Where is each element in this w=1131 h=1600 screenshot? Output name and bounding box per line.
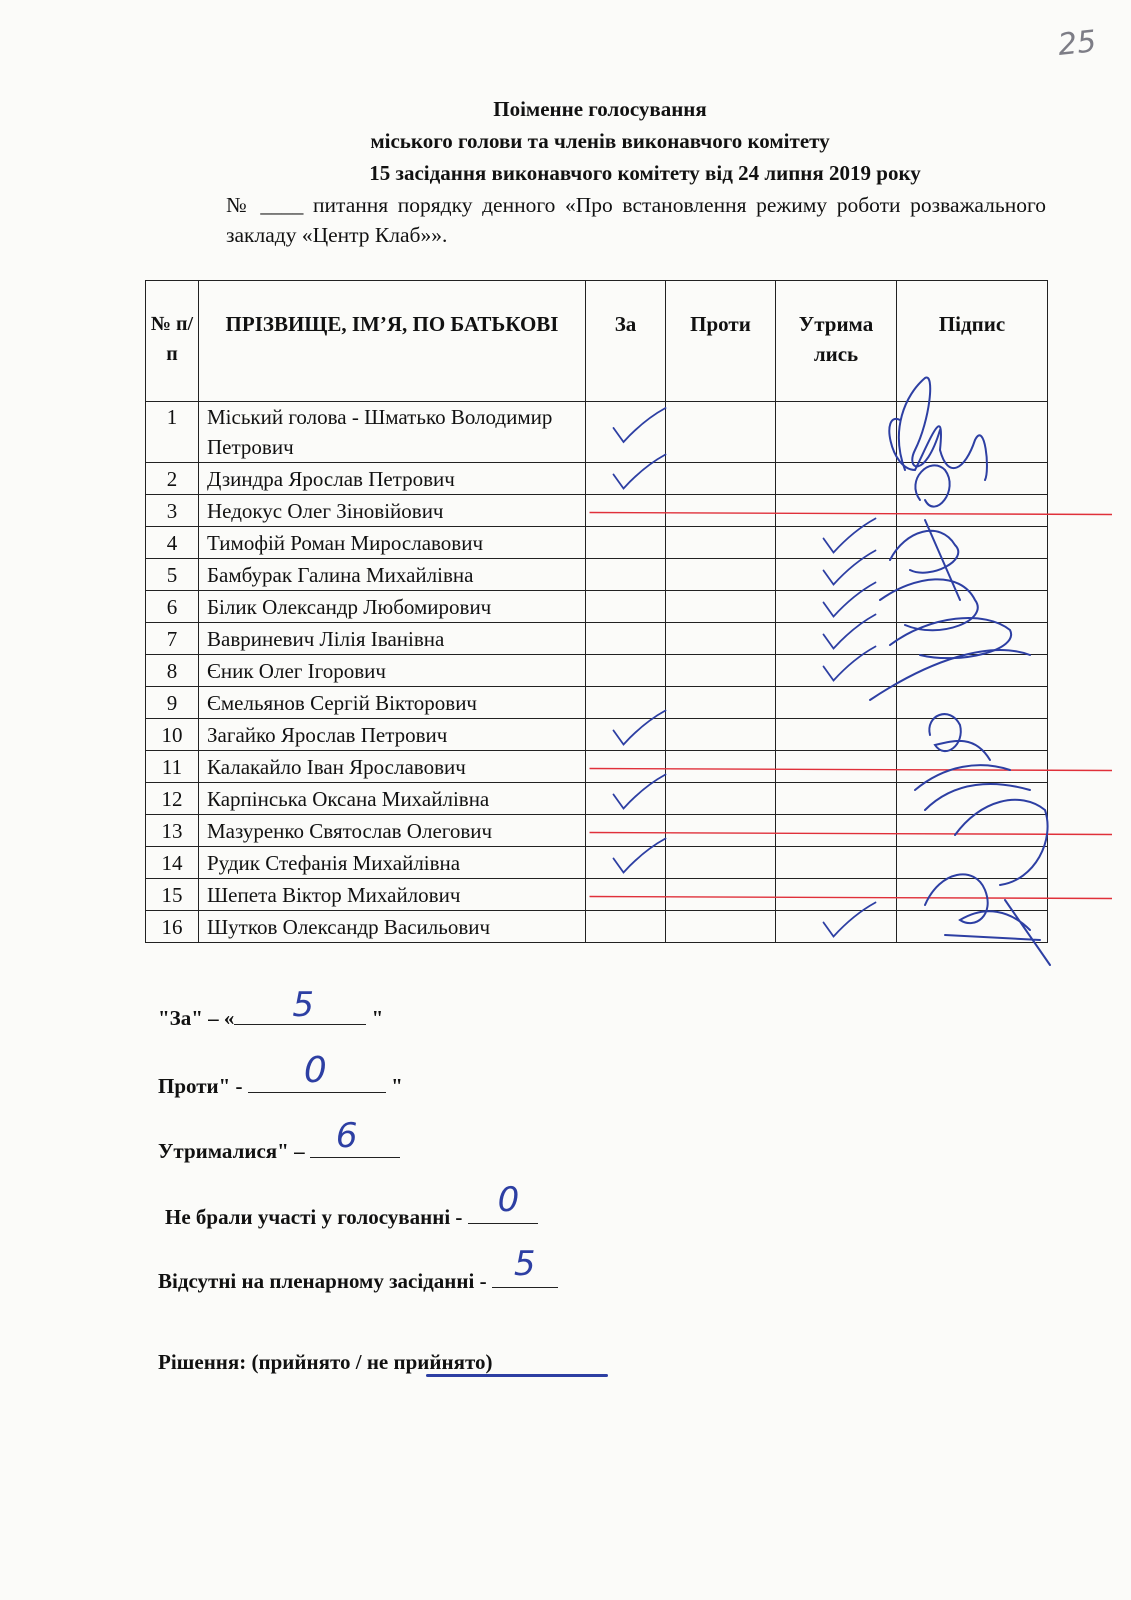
- row-proty-cell: [666, 495, 776, 527]
- agenda-item-text: № ____ питання порядку денного «Про встановлення режиму роботи розважального закладу «Центр Клаб»».: [226, 193, 1046, 247]
- table-row: [146, 783, 1048, 815]
- summary-proty-label: Проти" -: [158, 1074, 248, 1098]
- row-za-cell: [586, 847, 666, 879]
- row-name: Тимофій Роман Мирославович: [199, 527, 586, 559]
- table-row: [146, 751, 1048, 783]
- row-utrymalys-cell: [776, 559, 897, 591]
- row-name: Міський голова - Шматько Володимир Петрович: [199, 402, 586, 463]
- row-pidpys-cell: [897, 911, 1048, 943]
- table-row: [146, 463, 1048, 495]
- row-za-cell: [586, 751, 666, 783]
- row-pidpys-cell: [897, 463, 1048, 495]
- row-pidpys-cell: [897, 655, 1048, 687]
- row-name: Ємельянов Сергій Вікторович: [199, 687, 586, 719]
- title-line-2: міського голови та членів виконавчого комітету: [370, 129, 830, 153]
- header-pidpys: Підпис: [897, 281, 1048, 402]
- row-name: Єник Олег Ігорович: [199, 655, 586, 687]
- table-row: [146, 655, 1048, 687]
- row-utrymalys-cell: [776, 495, 897, 527]
- row-proty-cell: [666, 719, 776, 751]
- summary-vidsutni-blank: [492, 1244, 558, 1288]
- row-utrymalys-cell: [776, 527, 897, 559]
- row-proty-cell: [666, 463, 776, 495]
- row-name: Рудик Стефанія Михайлівна: [199, 847, 586, 879]
- title-line-3: 15 засідання виконавчого комітету від 24 липня 2019 року: [369, 161, 921, 185]
- row-proty-cell: [666, 559, 776, 591]
- summary-utrymalys-label: Утрималися" –: [158, 1139, 310, 1163]
- row-za-cell: [586, 495, 666, 527]
- table-row: [146, 591, 1048, 623]
- summary-za-suffix: ": [366, 1006, 384, 1030]
- row-utrymalys-cell: [776, 591, 897, 623]
- row-pidpys-cell: [897, 687, 1048, 719]
- row-utrymalys-cell: [776, 687, 897, 719]
- table-row: [146, 527, 1048, 559]
- row-proty-cell: [666, 687, 776, 719]
- summary-proty-value: 0: [303, 1050, 327, 1091]
- table-row: [146, 719, 1048, 751]
- row-name: Мазуренко Святослав Олегович: [199, 815, 586, 847]
- summary-vidsutni: [158, 1244, 558, 1294]
- table-row: [146, 402, 1048, 463]
- summary-ne-braly-value: 0: [497, 1180, 520, 1220]
- row-proty-cell: [666, 783, 776, 815]
- row-za-cell: [586, 783, 666, 815]
- row-proty-cell: [666, 879, 776, 911]
- row-name: Шутков Олександр Васильович: [199, 911, 586, 943]
- row-pidpys-cell: [897, 815, 1048, 847]
- row-name: Калакайло Іван Ярославович: [199, 751, 586, 783]
- rishennia-close: ): [485, 1350, 493, 1374]
- table-row: [146, 623, 1048, 655]
- row-num: 11: [146, 751, 199, 783]
- row-za-cell: [586, 527, 666, 559]
- row-pidpys-cell: [897, 559, 1048, 591]
- row-num: 9: [146, 687, 199, 719]
- row-utrymalys-cell: [776, 783, 897, 815]
- row-pidpys-cell: [897, 719, 1048, 751]
- row-name: Недокус Олег Зіновійович: [199, 495, 586, 527]
- row-pidpys-cell: [897, 783, 1048, 815]
- summary-za-label: "За" – «: [158, 1006, 235, 1030]
- row-num: 7: [146, 623, 199, 655]
- row-pidpys-cell: [897, 591, 1048, 623]
- summary-rishennia: [158, 1350, 492, 1375]
- row-pidpys-cell: [897, 623, 1048, 655]
- summary-za-value: 5: [292, 985, 315, 1025]
- row-num: 5: [146, 559, 199, 591]
- summary-vidsutni-value: 5: [513, 1244, 536, 1284]
- row-num: 10: [146, 719, 199, 751]
- row-name: Білик Олександр Любомирович: [199, 591, 586, 623]
- header-utrymalys: Утрима лись: [776, 281, 897, 402]
- title-line-1: Поіменне голосування: [493, 97, 707, 121]
- row-pidpys-cell: [897, 847, 1048, 879]
- row-name: Дзиндра Ярослав Петрович: [199, 463, 586, 495]
- row-za-cell: [586, 815, 666, 847]
- row-proty-cell: [666, 527, 776, 559]
- row-pidpys-cell: [897, 495, 1048, 527]
- row-utrymalys-cell: [776, 751, 897, 783]
- row-utrymalys-cell: [776, 463, 897, 495]
- row-pidpys-cell: [897, 527, 1048, 559]
- header-proty: Проти: [666, 281, 776, 402]
- header-name: ПРІЗВИЩЕ, ІМ’Я, ПО БАТЬКОВІ: [199, 281, 586, 402]
- table-row: [146, 815, 1048, 847]
- row-proty-cell: [666, 815, 776, 847]
- row-za-cell: [586, 402, 666, 463]
- row-za-cell: [586, 687, 666, 719]
- summary-utrymalys: [158, 1116, 400, 1164]
- summary-vidsutni-label: Відсутні на пленарному засіданні -: [158, 1269, 492, 1293]
- table-row: [146, 847, 1048, 879]
- header-num: № п/п: [146, 281, 199, 402]
- row-name: Шепета Віктор Михайлович: [199, 879, 586, 911]
- row-utrymalys-cell: [776, 655, 897, 687]
- table-row: [146, 879, 1048, 911]
- row-num: 16: [146, 911, 199, 943]
- row-proty-cell: [666, 911, 776, 943]
- decision-underline: [426, 1374, 608, 1377]
- summary-proty: [158, 1050, 403, 1099]
- row-za-cell: [586, 879, 666, 911]
- row-proty-cell: [666, 623, 776, 655]
- row-num: 2: [146, 463, 199, 495]
- row-proty-cell: [666, 751, 776, 783]
- row-num: 15: [146, 879, 199, 911]
- row-num: 8: [146, 655, 199, 687]
- row-za-cell: [586, 911, 666, 943]
- row-num: 3: [146, 495, 199, 527]
- row-proty-cell: [666, 591, 776, 623]
- row-za-cell: [586, 655, 666, 687]
- summary-za-blank: [234, 985, 366, 1025]
- summary-ne-braly-blank: [468, 1180, 538, 1224]
- row-num: 1: [146, 402, 199, 463]
- row-proty-cell: [666, 655, 776, 687]
- row-proty-cell: [666, 847, 776, 879]
- table-row: [146, 687, 1048, 719]
- table-row: [146, 911, 1048, 943]
- row-name: Вавриневич Лілія Іванівна: [199, 623, 586, 655]
- summary-utrymalys-blank: [310, 1116, 400, 1158]
- row-utrymalys-cell: [776, 847, 897, 879]
- header-za: За: [586, 281, 666, 402]
- rishennia-selected: не прийнято: [366, 1350, 486, 1374]
- row-utrymalys-cell: [776, 623, 897, 655]
- summary-ne-braly-label: Не брали участі у голосуванні -: [165, 1205, 468, 1229]
- summary-proty-suffix: ": [385, 1074, 403, 1098]
- vote-table: [145, 280, 1048, 943]
- table-row: [146, 559, 1048, 591]
- row-utrymalys-cell: [776, 911, 897, 943]
- row-za-cell: [586, 463, 666, 495]
- row-num: 4: [146, 527, 199, 559]
- table-row: [146, 495, 1048, 527]
- row-proty-cell: [666, 402, 776, 463]
- vote-table-body: [146, 402, 1048, 943]
- rishennia-label: Рішення: (прийнято /: [158, 1350, 367, 1374]
- summary-utrymalys-value: 6: [335, 1116, 358, 1156]
- row-pidpys-cell: [897, 751, 1048, 783]
- row-pidpys-cell: [897, 402, 1048, 463]
- row-num: 12: [146, 783, 199, 815]
- page-number: 25: [1056, 24, 1098, 63]
- row-name: Бамбурак Галина Михайлівна: [199, 559, 586, 591]
- row-utrymalys-cell: [776, 719, 897, 751]
- row-za-cell: [586, 559, 666, 591]
- row-utrymalys-cell: [776, 815, 897, 847]
- row-za-cell: [586, 591, 666, 623]
- row-num: 6: [146, 591, 199, 623]
- summary-ne-braly: [165, 1180, 538, 1230]
- row-name: Карпінська Оксана Михайлівна: [199, 783, 586, 815]
- row-utrymalys-cell: [776, 402, 897, 463]
- row-za-cell: [586, 623, 666, 655]
- table-header-row: [146, 281, 1048, 402]
- row-num: 13: [146, 815, 199, 847]
- row-za-cell: [586, 719, 666, 751]
- row-num: 14: [146, 847, 199, 879]
- row-pidpys-cell: [897, 879, 1048, 911]
- summary-proty-blank: [248, 1050, 386, 1093]
- summary-za: [158, 985, 384, 1031]
- row-name: Загайко Ярослав Петрович: [199, 719, 586, 751]
- row-utrymalys-cell: [776, 879, 897, 911]
